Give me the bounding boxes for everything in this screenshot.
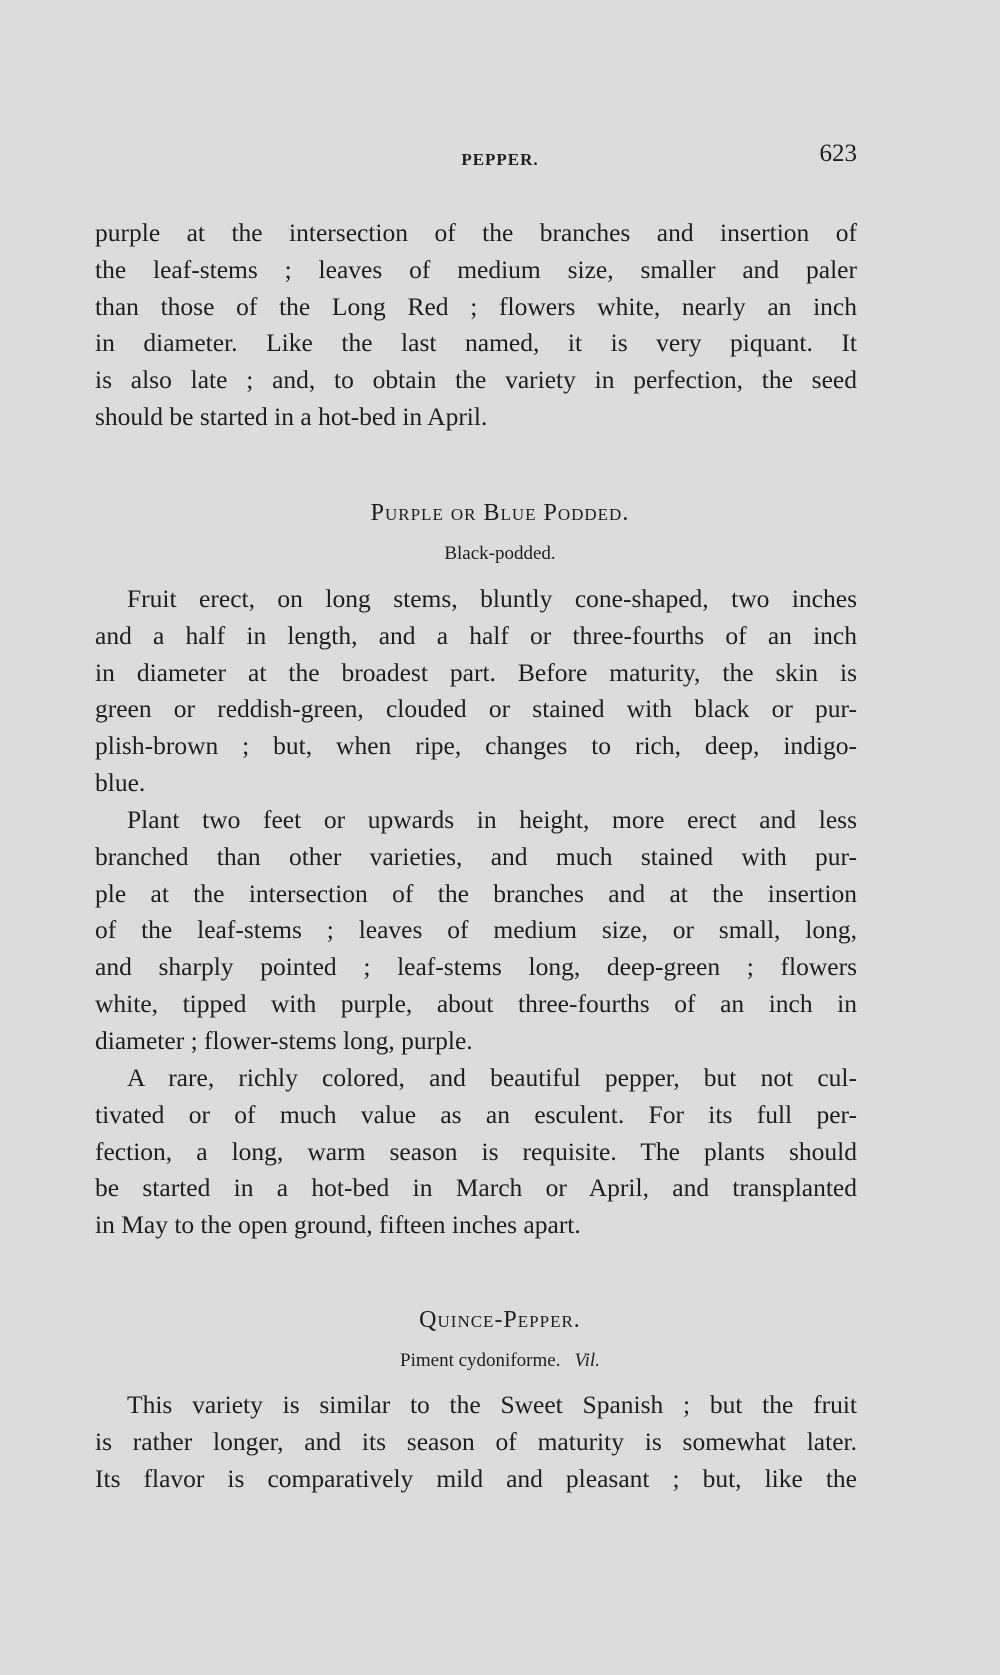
section-heading: Purple or Blue Podded.: [370, 500, 630, 526]
text-line: and a half in length, and a half or three-fourths of an inch: [95, 620, 857, 650]
text-line: than those of the Long Red ; flowers white, nearly an inch: [95, 291, 857, 321]
text-line: in May to the open ground, fifteen inches apart.: [95, 1210, 581, 1240]
text-line: branched than other varieties, and much stained with pur-: [95, 841, 857, 871]
text-line: be started in a hot-bed in March or April, and transplanted: [95, 1173, 857, 1203]
synonym-name: Piment cydoniforme.: [400, 1350, 561, 1371]
text-line: Plant two feet or upwards in height, more erect and less: [127, 805, 857, 834]
synonym-author: Vil.: [574, 1350, 600, 1371]
text-line: of the leaf-stems ; leaves of medium size, or small, long,: [95, 915, 857, 945]
text-line: in diameter at the broadest part. Before maturity, the skin is: [95, 657, 857, 687]
text-line: plish-brown ; but, when ripe, changes to rich, deep, indigo-: [95, 731, 857, 761]
text-line: purple at the intersection of the branches and insertion of: [95, 218, 857, 247]
text-line: Fruit erect, on long stems, bluntly cone-shaped, two inches: [127, 584, 857, 613]
text-line: ple at the intersection of the branches and at the insertion: [95, 878, 857, 908]
text-line: A rare, richly colored, and beautiful pepper, but not cul-: [127, 1063, 857, 1092]
text-line: Its flavor is comparatively mild and pleasant ; but, like the: [95, 1463, 857, 1493]
page-number: 623: [819, 140, 857, 167]
text-line: white, tipped with purple, about three-fourths of an inch in: [95, 989, 857, 1018]
text-line: green or reddish-green, clouded or stained with black or pur-: [95, 694, 857, 724]
text-line: is also late ; and, to obtain the variety in perfection, the seed: [95, 365, 857, 395]
text-line: in diameter. Like the last named, it is very piquant. It: [95, 328, 857, 358]
text-line: and sharply pointed ; leaf-stems long, deep-green ; flowers: [95, 952, 857, 982]
text-line: should be started in a hot-bed in April.: [95, 402, 488, 431]
text-line: This variety is similar to the Sweet Spanish ; but the fruit: [127, 1390, 857, 1419]
section-synonym: [0, 1350, 1000, 1372]
text-line: blue.: [95, 768, 146, 797]
text-line: fection, a long, warm season is requisite. The plants should: [95, 1136, 857, 1166]
text-line: diameter ; flower-stems long, purple.: [95, 1025, 473, 1055]
running-head: PEPPER.: [461, 150, 539, 169]
text-line: is rather longer, and its season of maturity is somewhat later.: [95, 1426, 857, 1456]
section-synonym: Black-podded.: [444, 543, 556, 564]
section-heading: Quince-Pepper.: [419, 1307, 581, 1333]
text-line: the leaf-stems ; leaves of medium size, smaller and paler: [95, 254, 857, 284]
text-line: tivated or of much value as an esculent. For its full per-: [95, 1099, 857, 1129]
